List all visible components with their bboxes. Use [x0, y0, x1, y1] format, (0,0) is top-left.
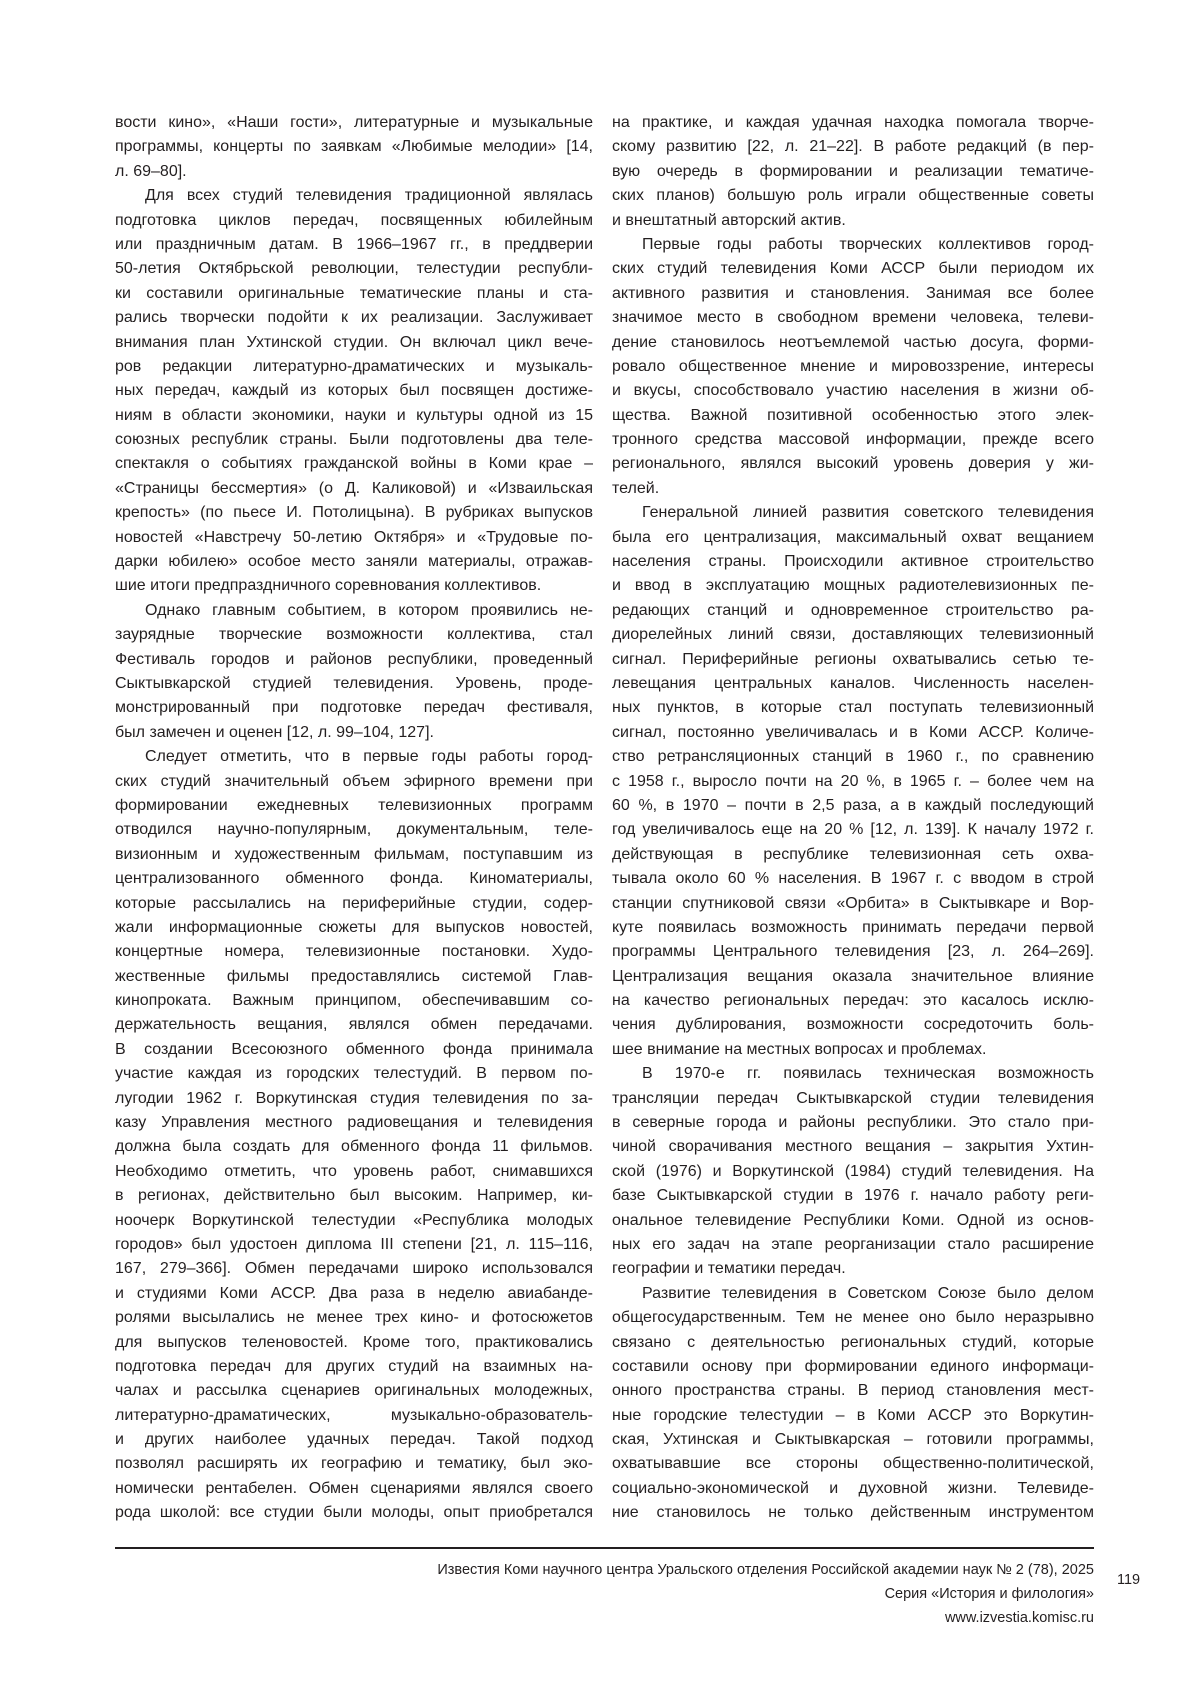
text-line: союзных республик страны. Были подготовлены два теле- — [115, 428, 593, 452]
text-line: лугодии 1962 г. Воркутинская студия телевидения по за- — [115, 1087, 593, 1111]
text-line: ство ретрансляционных станций в 1960 г., по сравнению — [612, 745, 1094, 769]
text-line: ональное телевидение Республики Коми. Одной из основ- — [612, 1209, 1094, 1233]
text-line: для выпусков теленовостей. Кроме того, практиковались — [115, 1331, 593, 1355]
text-line: Для всех студий телевидения традиционной являлась — [115, 184, 593, 208]
text-line: внимания план Ухтинской студии. Он включал цикл вече- — [115, 331, 593, 355]
text-line: социально-экономической и духовной жизни. Телевиде- — [612, 1477, 1094, 1501]
text-line: ние становилось не только действенным инструментом — [612, 1501, 1094, 1525]
text-line: и вкусы, способствовало участию населения в жизни об- — [612, 379, 1094, 403]
text-line: тывала около 60 % населения. В 1967 г. с вводом в строй — [612, 867, 1094, 891]
text-line: литературно-драматических, музыкально-образователь- — [115, 1404, 593, 1428]
text-line: жественные фильмы предоставлялись системой Глав- — [115, 965, 593, 989]
text-line: с 1958 г., выросло почти на 20 %, в 1965 г. – более чем на — [612, 770, 1094, 794]
text-line: трансляции передач Сыктывкарской студии телевидения — [612, 1087, 1094, 1111]
text-line: чалах и рассылка сценариев оригинальных молодежных, — [115, 1379, 593, 1403]
paragraph — [115, 111, 593, 184]
text-line: программы Центрального телевидения [23, л. 264–269]. — [612, 940, 1094, 964]
text-line: программы, концерты по заявкам «Любимые мелодии» [14, — [115, 135, 593, 159]
text-line: дарки юбилею» особое место заняли материалы, отражав- — [115, 550, 593, 574]
text-line: ской (1976) и Воркутинской (1984) студий телевидения. На — [612, 1160, 1094, 1184]
text-line: вую очередь в формировании и реализации тематиче- — [612, 160, 1094, 184]
text-line: 167, 279–366]. Обмен передачами широко использовался — [115, 1257, 593, 1281]
text-line: новостей «Навстречу 50-летию Октября» и «Трудовые по- — [115, 526, 593, 550]
paragraph — [612, 501, 1094, 1062]
text-line: В 1970-е гг. появилась техническая возможность — [612, 1062, 1094, 1086]
text-line: шее внимание на местных вопросах и проблемах. — [612, 1038, 1094, 1062]
text-line: номически рентабелен. Обмен сценариями являлся своего — [115, 1477, 593, 1501]
text-line: монстрированный при подготовке передач фестиваля, — [115, 696, 593, 720]
text-line: ных пунктов, в которые стал поступать телевизионный — [612, 696, 1094, 720]
text-line: Первые годы работы творческих коллективов город- — [612, 233, 1094, 257]
text-line: л. 69–80]. — [115, 160, 593, 184]
text-line: или праздничным датам. В 1966–1967 гг., в преддверии — [115, 233, 593, 257]
text-line: В создании Всесоюзного обменного фонда принимала — [115, 1038, 593, 1062]
text-line: и студиями Коми АССР. Два раза в неделю авиабанде- — [115, 1282, 593, 1306]
footer-divider — [115, 1547, 1094, 1549]
text-line: которые рассылались на периферийные студии, содер- — [115, 892, 593, 916]
text-line: позволял расширять их географию и тематику, был эко- — [115, 1452, 593, 1476]
footer-series: Серия «История и филология» — [885, 1584, 1094, 1604]
text-line: чиной сворачивания местного вещания – закрытия Ухтин- — [612, 1135, 1094, 1159]
page-number: 119 — [1117, 1572, 1140, 1588]
text-line: год увеличивалось еще на 20 % [12, л. 139]. К началу 1972 г. — [612, 818, 1094, 842]
text-line: ноочерк Воркутинской телестудии «Республика молодых — [115, 1209, 593, 1233]
paragraph — [612, 1282, 1094, 1526]
paragraph — [115, 745, 593, 1526]
text-line: держательность вещания, являлся обмен передачами. — [115, 1013, 593, 1037]
text-line: Сыктывкарской студией телевидения. Уровень, проде- — [115, 672, 593, 696]
text-line: подготовка передач для других студий на взаимных на- — [115, 1355, 593, 1379]
text-line: сигнал, постоянно увеличивалась и в Коми АССР. Количе- — [612, 721, 1094, 745]
text-line: ских студий телевидения Коми АССР были периодом их — [612, 257, 1094, 281]
text-line: общегосударственным. Тем не менее оно было неразрывно — [612, 1306, 1094, 1330]
text-line: шие итоги предпраздничного соревнования коллективов. — [115, 574, 593, 598]
text-line: связано с деятельностью региональных студий, которые — [612, 1331, 1094, 1355]
paragraph — [115, 599, 593, 745]
text-line: ниям в области экономики, науки и культуры одной из 15 — [115, 404, 593, 428]
text-line: Развитие телевидения в Советском Союзе было делом — [612, 1282, 1094, 1306]
text-line: дение становилось неотъемлемой частью досуга, форми- — [612, 331, 1094, 355]
text-line: ров редакции литературно-драматических и музыкаль- — [115, 355, 593, 379]
text-line: крепость» (по пьесе И. Потолицына). В рубриках выпусков — [115, 501, 593, 525]
text-line: Фестиваль городов и районов республики, проведенный — [115, 648, 593, 672]
text-line: диорелейных линий связи, доставляющих телевизионный — [612, 623, 1094, 647]
text-line: ных передач, каждый из которых был посвящен достиже- — [115, 379, 593, 403]
text-line: и других наиболее удачных передач. Такой подход — [115, 1428, 593, 1452]
text-line: была его централизация, максимальный охват вещанием — [612, 526, 1094, 550]
footer-journal-title: Известия Коми научного центра Уральского отделения Российской академии наук № 2 (78), 2025 — [437, 1560, 1094, 1580]
text-line: рались творчески подойти к их реализации. Заслуживает — [115, 306, 593, 330]
text-line: щества. Важной позитивной особенностью этого элек- — [612, 404, 1094, 428]
text-line: кинопроката. Важным принципом, обеспечивавшим со- — [115, 989, 593, 1013]
paragraph — [612, 233, 1094, 501]
text-line: чения дублирования, возможности сосредоточить боль- — [612, 1013, 1094, 1037]
text-line: был замечен и оценен [12, л. 99–104, 127]. — [115, 721, 593, 745]
text-line: ролями высылались не менее трех кино- и фотосюжетов — [115, 1306, 593, 1330]
text-line: населения страны. Происходили активное строительство — [612, 550, 1094, 574]
text-line: станции спутниковой связи «Орбита» в Сыктывкаре и Вор- — [612, 892, 1094, 916]
right-column — [612, 111, 1094, 1526]
text-line: Необходимо отметить, что уровень работ, снимавшихся — [115, 1160, 593, 1184]
text-line: на практике, и каждая удачная находка помогала творче- — [612, 111, 1094, 135]
text-line: отводился научно-популярным, документальным, теле- — [115, 818, 593, 842]
text-line: вости кино», «Наши гости», литературные и музыкальные — [115, 111, 593, 135]
paragraph — [612, 111, 1094, 233]
text-line: скому развитию [22, л. 21–22]. В работе редакций (в пер- — [612, 135, 1094, 159]
text-line: базе Сыктывкарской студии в 1976 г. начало работу реги- — [612, 1184, 1094, 1208]
text-line: в северные города и районы республики. Это стало при- — [612, 1111, 1094, 1135]
text-line: спектакля о событиях гражданской войны в Коми крае – — [115, 452, 593, 476]
text-line: концертные номера, телевизионные постановки. Худо- — [115, 940, 593, 964]
paragraph — [612, 1062, 1094, 1282]
text-line: казу Управления местного радиовещания и телевидения — [115, 1111, 593, 1135]
text-line: ки составили оригинальные тематические планы и ста- — [115, 282, 593, 306]
left-column — [115, 111, 593, 1526]
text-line: действующая в республике телевизионная сеть охва- — [612, 843, 1094, 867]
text-line: онного пространства страны. В период становления мест- — [612, 1379, 1094, 1403]
text-line: визионным и художественным фильмам, поступавшим из — [115, 843, 593, 867]
text-line: подготовка циклов передач, посвященных юбилейным — [115, 209, 593, 233]
text-line: на качество региональных передач: это касалось исклю- — [612, 989, 1094, 1013]
text-line: Централизация вещания оказала значительное влияние — [612, 965, 1094, 989]
text-line: регионального, являлся высокий уровень доверия у жи- — [612, 452, 1094, 476]
text-line: 50-летия Октябрьской революции, телестудии республи- — [115, 257, 593, 281]
text-line: географии и тематики передач. — [612, 1257, 1094, 1281]
text-line: охватывавшие все стороны общественно-политической, — [612, 1452, 1094, 1476]
text-line: активного развития и становления. Занимая все более — [612, 282, 1094, 306]
footer-website[interactable]: www.izvestia.komisc.ru — [945, 1608, 1094, 1628]
text-line: Следует отметить, что в первые годы работы город- — [115, 745, 593, 769]
text-line: в регионах, действительно был высоким. Например, ки- — [115, 1184, 593, 1208]
text-line: ских студий значительный объем эфирного времени при — [115, 770, 593, 794]
text-line: тронного средства массовой информации, прежде всего — [612, 428, 1094, 452]
text-line: ровало общественное мнение и мировоззрение, интересы — [612, 355, 1094, 379]
text-line: централизованного обменного фонда. Киноматериалы, — [115, 867, 593, 891]
text-line: рода школой: все студии были молоды, опыт приобретался — [115, 1501, 593, 1525]
text-line: составили основу при формировании единого информаци- — [612, 1355, 1094, 1379]
text-line: должна была создать для обменного фонда 11 фильмов. — [115, 1135, 593, 1159]
text-line: ных его задач на этапе реорганизации стало расширение — [612, 1233, 1094, 1257]
text-line: редающих станций и одновременное строительство ра- — [612, 599, 1094, 623]
text-line: значимое место в свободном времени человека, телеви- — [612, 306, 1094, 330]
text-line: Однако главным событием, в котором проявились не- — [115, 599, 593, 623]
text-line: заурядные творческие возможности коллектива, стал — [115, 623, 593, 647]
text-line: формировании ежедневных телевизионных программ — [115, 794, 593, 818]
text-line: куте появилась возможность принимать передачи первой — [612, 916, 1094, 940]
text-line: ская, Ухтинская и Сыктывкарская – готовили программы, — [612, 1428, 1094, 1452]
text-line: левещания центральных каналов. Численность населен- — [612, 672, 1094, 696]
text-line: ских планов) большую роль играли общественные советы — [612, 184, 1094, 208]
text-line: и ввод в эксплуатацию мощных радиотелевизионных пе- — [612, 574, 1094, 598]
text-line: и внештатный авторский актив. — [612, 209, 1094, 233]
text-line: жали информационные сюжеты для выпусков новостей, — [115, 916, 593, 940]
text-line: участие каждая из городских телестудий. В первом по- — [115, 1062, 593, 1086]
text-line: ные городские телестудии – в Коми АССР это Воркутин- — [612, 1404, 1094, 1428]
text-line: Генеральной линией развития советского телевидения — [612, 501, 1094, 525]
paragraph — [115, 184, 593, 599]
text-line: городов» был удостоен диплома III степени [21, л. 115–116, — [115, 1233, 593, 1257]
text-line: «Страницы бессмертия» (о Д. Каликовой) и «Изваильская — [115, 477, 593, 501]
text-line: телей. — [612, 477, 1094, 501]
text-line: сигнал. Периферийные регионы охватывались сетью те- — [612, 648, 1094, 672]
text-line: 60 %, в 1970 – почти в 2,5 раза, а в каждый последующий — [612, 794, 1094, 818]
